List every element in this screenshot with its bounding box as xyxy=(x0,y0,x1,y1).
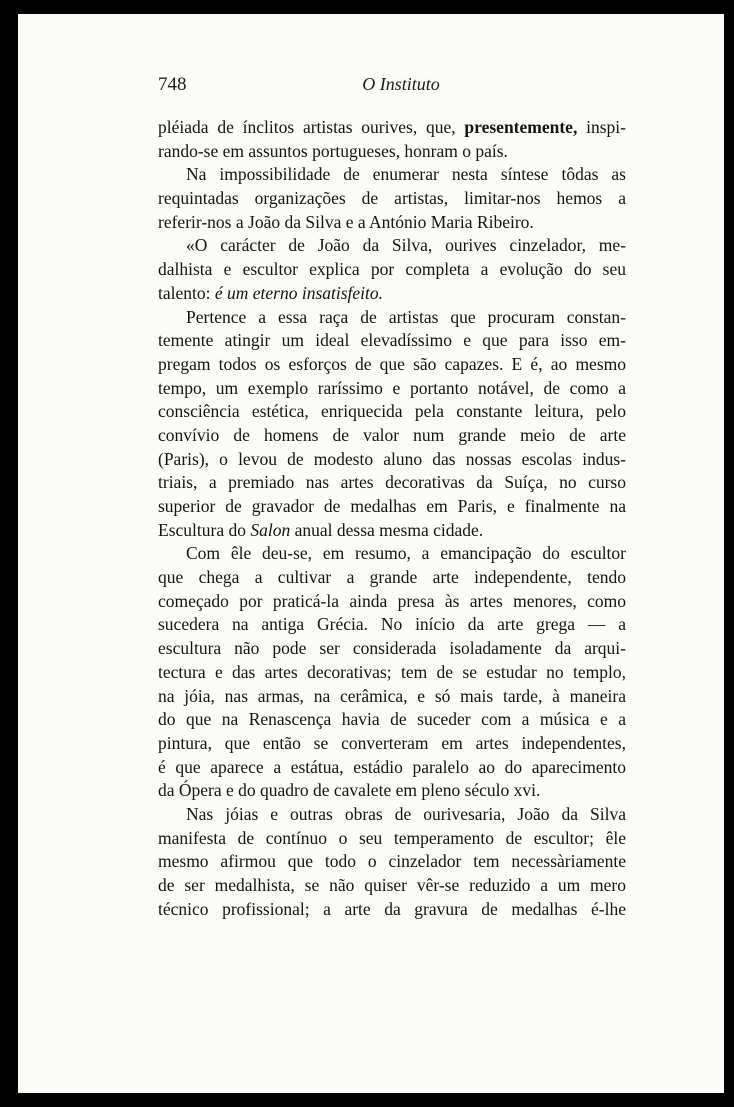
body-text xyxy=(158,116,626,921)
text-line: é que aparece a estátua, estádio paralelo ao do aparecimento xyxy=(158,756,626,777)
text-line: Escultura do Salon anual dessa mesma cidade. xyxy=(158,519,484,540)
text-line: manifesta de contínuo o seu temperamento de escultor; êle xyxy=(158,827,626,848)
text-line: começado por praticá-la ainda presa às artes menores, como xyxy=(158,590,626,611)
paragraph xyxy=(158,803,626,921)
text-line: «O carácter de João da Silva, ourives cinzelador, me- xyxy=(186,235,626,256)
text-line: na jóia, nas armas, na cerâmica, e só mais tarde, à maneira xyxy=(158,685,626,706)
text-line: da Ópera e do quadro de cavalete em pleno século xvi. xyxy=(158,780,541,801)
italic-text: Salon xyxy=(250,519,291,540)
text-line: consciência estética, enriquecida pela constante leitura, pelo xyxy=(158,401,626,422)
text-line: pléiada de ínclitos artistas ourives, que, presentemente, inspi- xyxy=(158,117,626,137)
text-line: pregam todos os esforços de que são capazes. E é, ao mesmo xyxy=(158,353,626,374)
text-line: técnico profissional; a arte da gravura de medalhas é-lhe xyxy=(158,898,626,919)
text-line: triais, a premiado nas artes decorativas da Suíça, no curso xyxy=(158,472,626,493)
paragraph xyxy=(158,234,626,305)
text-line: rando-se em assuntos portugueses, honram o país. xyxy=(158,140,508,161)
text-line: convívio de homens de valor num grande meio de arte xyxy=(158,424,626,445)
text-line: requintadas organizações de artistas, limitar-nos hemos a xyxy=(158,188,626,209)
text-line: tempo, um exemplo raríssimo e portanto notável, de como a xyxy=(158,377,626,398)
running-title: O Instituto xyxy=(362,74,440,94)
text-line: (Paris), o levou de modesto aluno das nossas escolas indus- xyxy=(158,448,626,469)
book-page xyxy=(18,14,724,1093)
italic-text: é um eterno insatisfeito. xyxy=(214,282,384,303)
paragraph xyxy=(158,163,626,234)
text-line: mesmo afirmou que todo o cinzelador tem necessàriamente xyxy=(158,851,626,872)
text-line: superior de gravador de medalhas em Paris, e finalmente na xyxy=(158,496,626,516)
text-line: Com êle deu-se, em resumo, a emancipação do escultor xyxy=(186,543,626,564)
text-line: temente atingir um ideal elevadíssimo e que para isso em- xyxy=(158,330,626,351)
page-header xyxy=(158,74,644,104)
text-line: Pertence a essa raça de artistas que procuram constan- xyxy=(186,306,626,327)
text-line: Nas jóias e outras obras de ourivesaria, João da Silva xyxy=(186,803,626,824)
text-line: pintura, que então se converteram em artes independentes, xyxy=(158,732,626,753)
paragraph xyxy=(158,542,626,803)
text-line: que chega a cultivar a grande arte independente, tendo xyxy=(158,567,626,588)
text-line: do que na Renascença havia de suceder com a música e a xyxy=(158,709,626,730)
text-line: dalhista e escultor explica por completa a evolução do seu xyxy=(158,259,626,280)
text-line: de ser medalhista, se não quiser vêr-se reduzido a um mero xyxy=(158,875,626,895)
text-line: talento: é um eterno insatisfeito. xyxy=(158,282,384,303)
bold-text: presentemente, xyxy=(464,117,578,137)
text-line: tectura e das artes decorativas; tem de se estudar no templo, xyxy=(158,661,626,682)
paragraph xyxy=(158,306,626,543)
text-line: Na impossibilidade de enumerar nesta síntese tôdas as xyxy=(186,164,626,185)
page-number: 748 xyxy=(158,74,187,95)
text-line: sucedera na antiga Grécia. No início da arte grega — a xyxy=(158,614,626,635)
text-line: referir-nos a João da Silva e a António Maria Ribeiro. xyxy=(158,211,534,232)
text-line: escultura não pode ser considerada isoladamente da arqui- xyxy=(158,638,626,659)
paragraph xyxy=(158,116,626,163)
